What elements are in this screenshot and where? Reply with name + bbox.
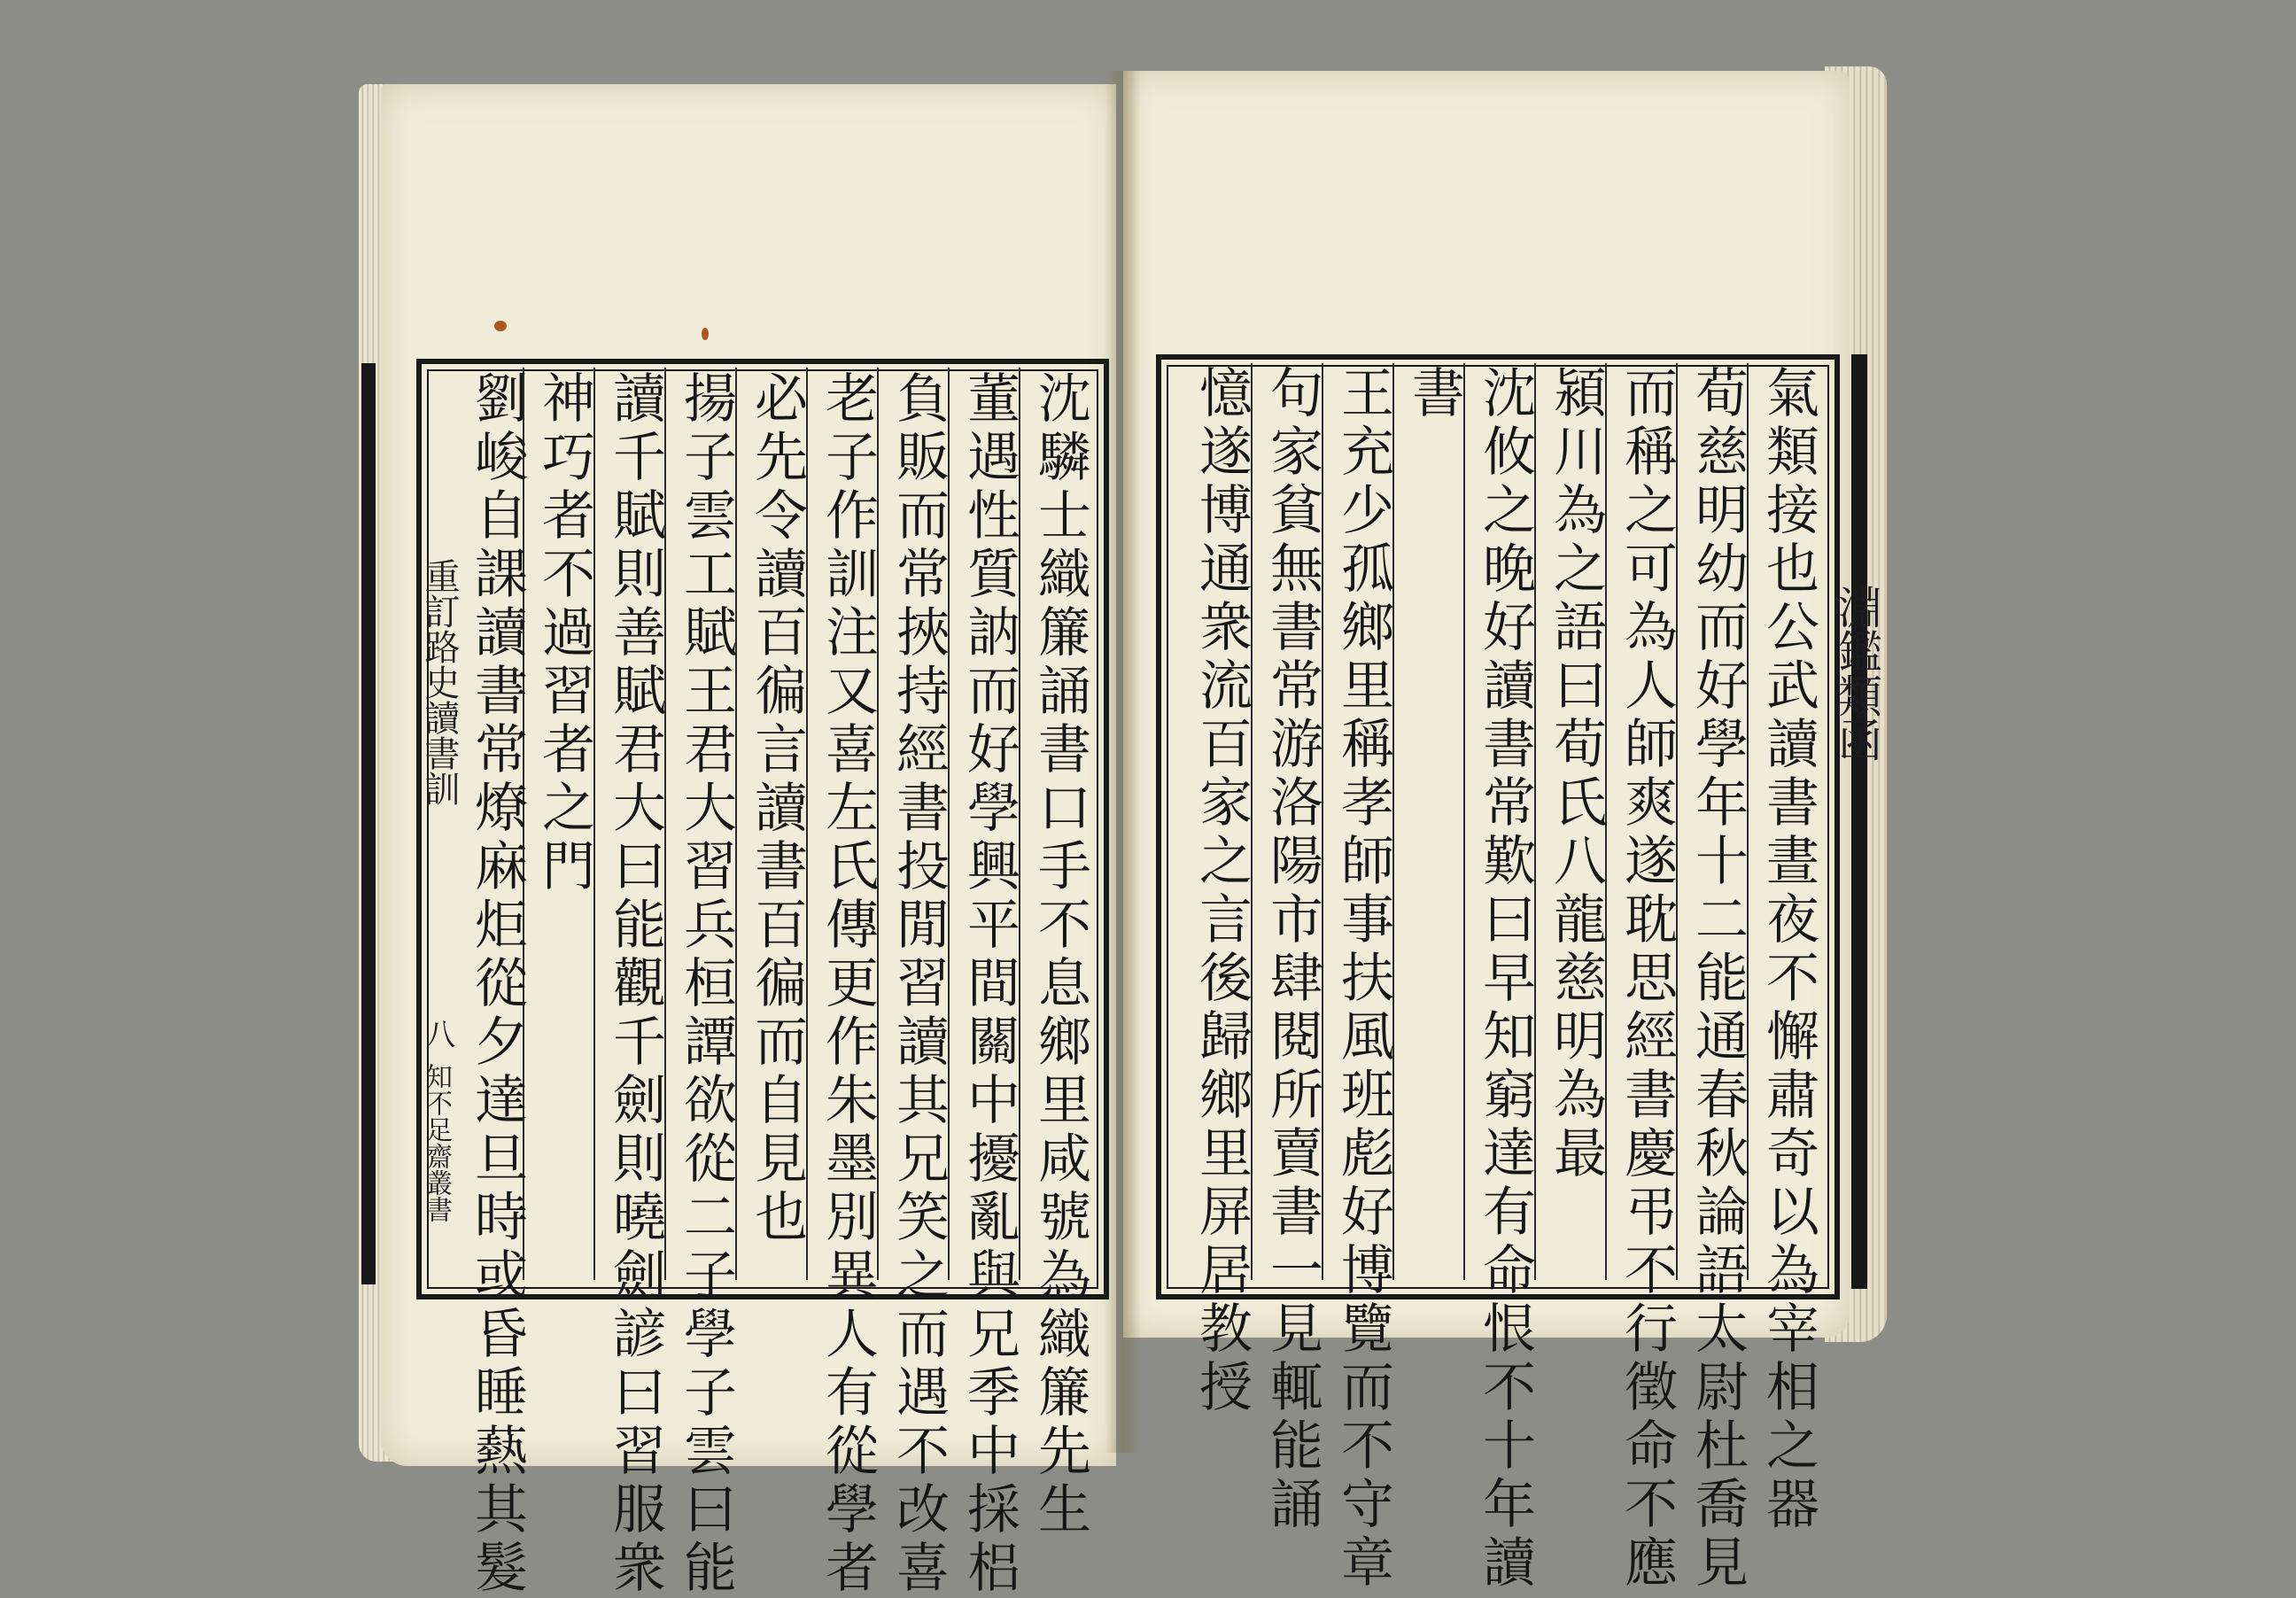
left-margin-footer: 知不足齋叢書 [421,1063,452,1222]
right-column-2: 荀慈明幼而好學年十二能通春秋論語太尉杜喬見 [1687,365,1749,1593]
right-column-3: 而稱之可為人師爽遂耽思經書慶弔不行徵命不應 [1616,365,1678,1593]
left-column-3: 負販而常挾持經書投閒習讀其兄笑之而遇不改喜 [888,370,950,1598]
right-column-6: 書 [1403,365,1465,423]
book-gutter [1105,71,1141,1453]
left-column-9: 劉峻自課讀書常燎麻炬從夕達旦時或昏睡爇其髮 [466,370,528,1598]
right-column-7: 王充少孤鄉里稱孝師事扶風班彪好博覽而不守章 [1332,365,1394,1593]
left-margin-title: 重訂路史讀書訓 [419,558,460,806]
left-column-5: 必先令讀百徧言讀書百徧而自見也 [746,370,808,1247]
left-fore-edge-band [361,363,376,1284]
right-header: 淵鑑類函 [1831,585,1882,762]
left-column-4: 老子作訓注又喜左氏傳更作朱墨別異人有從學者 [817,370,879,1598]
right-column-4: 潁川為之語曰荀氏八龍慈明為最 [1545,365,1607,1183]
right-column-1: 氣類接也公武讀書晝夜不懈肅奇以為宰相之器 [1757,365,1819,1534]
right-column-8: 句家貧無書常游洛陽市肆閱所賣書一見輒能誦 [1261,365,1323,1534]
left-column-2: 董遇性質訥而好學興平間關中擾亂與兄季中採梠 [958,370,1020,1598]
right-fore-edge-band [1851,354,1867,1289]
column-rule [1463,363,1465,1280]
left-column-1: 沈驎士織簾誦書口手不息鄉里咸號為織簾先生 [1029,370,1091,1540]
right-column-9: 憶遂博通衆流百家之言後歸鄉里屏居教授 [1191,365,1253,1417]
left-column-6: 揚子雲工賦王君大習兵桓譚欲從二子學子雲曰能 [675,370,737,1598]
stain-mark [702,328,709,340]
left-column-8: 神巧者不過習者之門 [533,370,595,896]
stain-mark [494,321,507,331]
left-column-7: 讀千賦則善賦君大曰能觀千劍則曉劍諺曰習服衆 [604,370,666,1598]
left-margin-mark: 八 [420,1019,455,1049]
right-column-5: 沈攸之晚好讀書常歎曰早知窮達有命恨不十年讀 [1474,365,1536,1593]
